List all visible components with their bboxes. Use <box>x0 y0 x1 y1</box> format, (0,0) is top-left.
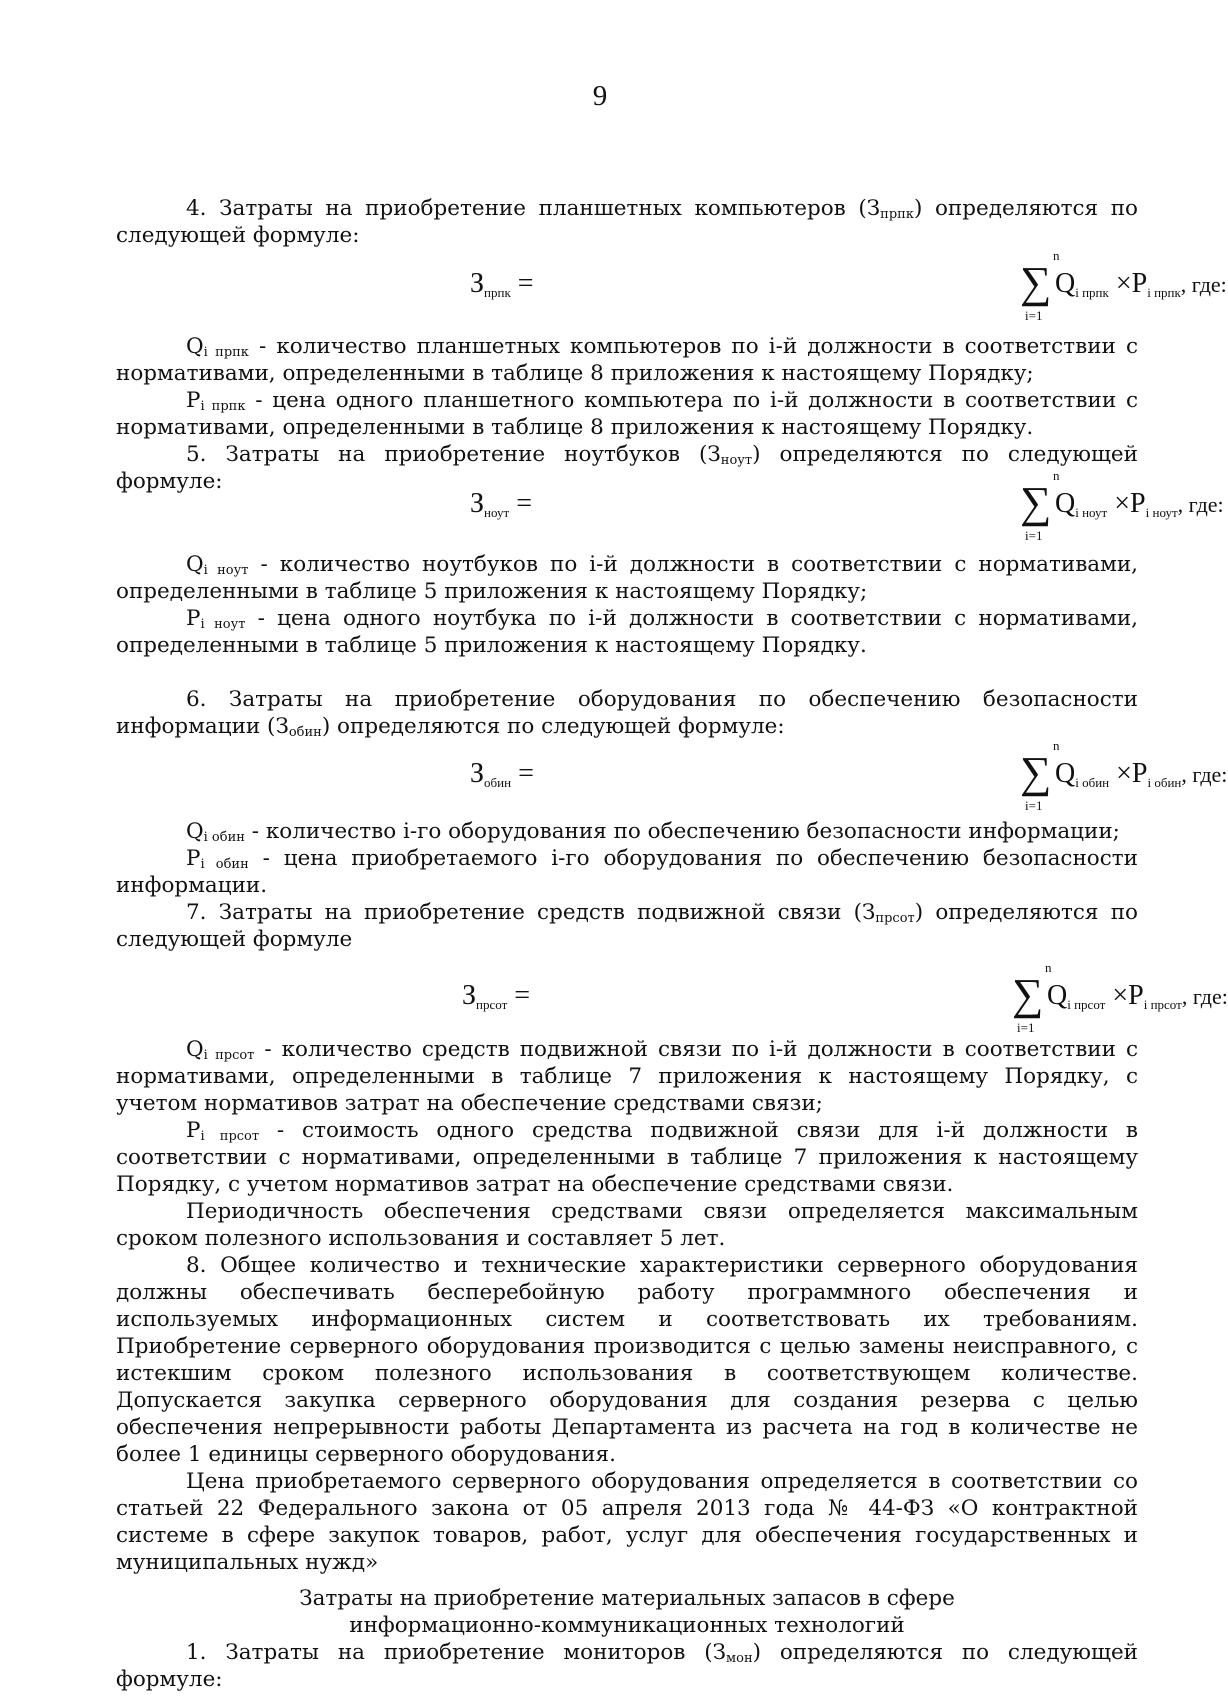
section-5-definitions: $Q_{i ноут}$ - количество ноутбуков по i-й должности в соответствии с нормативами, определенными в таблице 5 приложения к настоящему Порядку; $P_{i ноут}$ - цена одного ноутбука по i-й должности в соответствии с нормативами, определенными в таблице 5 приложения к настоящему Порядку. <box>116 552 1139 658</box>
materials-title-line-1: Затраты на приобретение материальных запасов в сфере <box>299 1586 955 1611</box>
formula-section-7: Зпрсот = n ∑ i=1 Qi прсот ×Pi прсот, где: <box>462 960 1228 1035</box>
section-8-paragraph: 8. Общее количество и технические характеристики серверного оборудования должны обеспечивать бесперебойную работу программного обеспечения и используемых информационных систем и соответствовать их требованиям. Приобретение серверного оборудования производится с целью замены неисправного, с истекшим сроком полезного использования в соответствующем количестве. Допускается закупка серверного оборудования для создания резерва с целью обеспечения непрерывности работы Департамента из расчета на год в количестве не более 1 единицы серверного оборудования. <box>116 1253 1138 1467</box>
sum-symbol-icon: ∑ <box>1012 970 1044 1019</box>
formula-section-6: Зобин = n ∑ i=1 Qi обин ×Pi обин, где: <box>470 738 1228 813</box>
section-4-definitions: $Q_{i прпк}$ - количество планшетных компьютеров по i-й должности в соответствии с нормативами, определенными в таблице 8 приложения к настоящему Порядку; $P_{i прпк}$ - цена одного планшетного компьютера по i-й должности в соответствии с нормативами, определенными в таблице 8 приложения к настоящему Порядку. 5. Затраты на приобретение ноутбуков $(З_{ноут})$ определяются по следующей формуле: <box>116 334 1138 494</box>
materials-section: Затраты на приобретение материальных запасов в сфере информационно-коммуникационных технологий 1. Затраты на приобретение мониторов $(З_{мон})$ определяются по следующей формуле: <box>116 1586 1138 1692</box>
formula-section-4: Зпрпк = n ∑ i=1 Qi прпк ×Pi прпк, где: <box>470 248 1227 323</box>
sum-symbol-icon: ∑ <box>1020 478 1052 527</box>
page-number: 9 <box>592 80 608 112</box>
section-7-definitions: $Q_{i прсот}$ - количество средств подвижной связи по i-й должности в соответствии с нормативами, определенными в таблице 7 приложения к настоящему Порядку, с учетом нормативов затрат на обеспечение средствами связи; $P_{i прсот}$ - стоимость одного средства подвижной связи для i-й должности в соответствии с нормативами, определенными в таблице 7 приложения к настоящему Порядку, с учетом нормативов затрат на обеспечение средствами связи. Периодичность обеспечения средствами связи определяется максимальным сроком полезного использования и составляет 5 лет. 8. Общее количество и технические характеристики серверного оборудования должны обеспечивать бесперебойную работу программного обеспечения и используемых информационных систем и соответствовать их требованиям. Приобретение серверного оборудования производится с целью замены неисправного, с истекшим сроком полезного использования в соответствующем количестве. Допускается закупка серверного оборудования для создания резерва с целью обеспечения непрерывности работы Департамента из расчета на год в количестве не более 1 единицы серверного оборудования. Цена приобретаемого серверного оборудования определяется в соответствии со статьей 22 Федерального закона от 05 апреля 2013 года № 44-ФЗ «О контрактной системе в сфере закупок товаров, работ, услуг для обеспечения государственных и муниципальных нужд» <box>116 1037 1139 1575</box>
formula-section-5: Зноут = n ∑ i=1 Qi ноут ×Pi ноут, где: <box>470 468 1224 543</box>
server-price-paragraph: Цена приобретаемого серверного оборудования определяется в соответствии со статьей 22 Федерального закона от 05 апреля 2013 года № 44-ФЗ «О контрактной системе в сфере закупок товаров, работ, услуг для обеспечения государственных и муниципальных нужд» <box>116 1469 1138 1575</box>
sum-symbol-icon: ∑ <box>1020 748 1052 797</box>
section-6-heading: 6. Затраты на приобретение оборудования по обеспечению безопасности информации $(З_{обин})$ определяются по следующей формуле: <box>116 687 1138 740</box>
section-4-heading: 4. Затраты на приобретение планшетных компьютеров $(З_{прпк})$ определяются по следующей формуле: <box>116 196 1138 248</box>
section-6-definitions: $Q_{i обин}$ - количество i-го оборудования по обеспечению безопасности информации; $P_{i обин}$ - цена приобретаемого i-го оборудования по обеспечению безопасности информации. 7. Затраты на приобретение средств подвижной связи $(З_{прсот})$ определяются по следующей формуле <box>116 819 1138 952</box>
sum-symbol-icon: ∑ <box>1020 258 1052 307</box>
materials-title-line-2: информационно-коммуникационных технологий <box>349 1613 905 1638</box>
